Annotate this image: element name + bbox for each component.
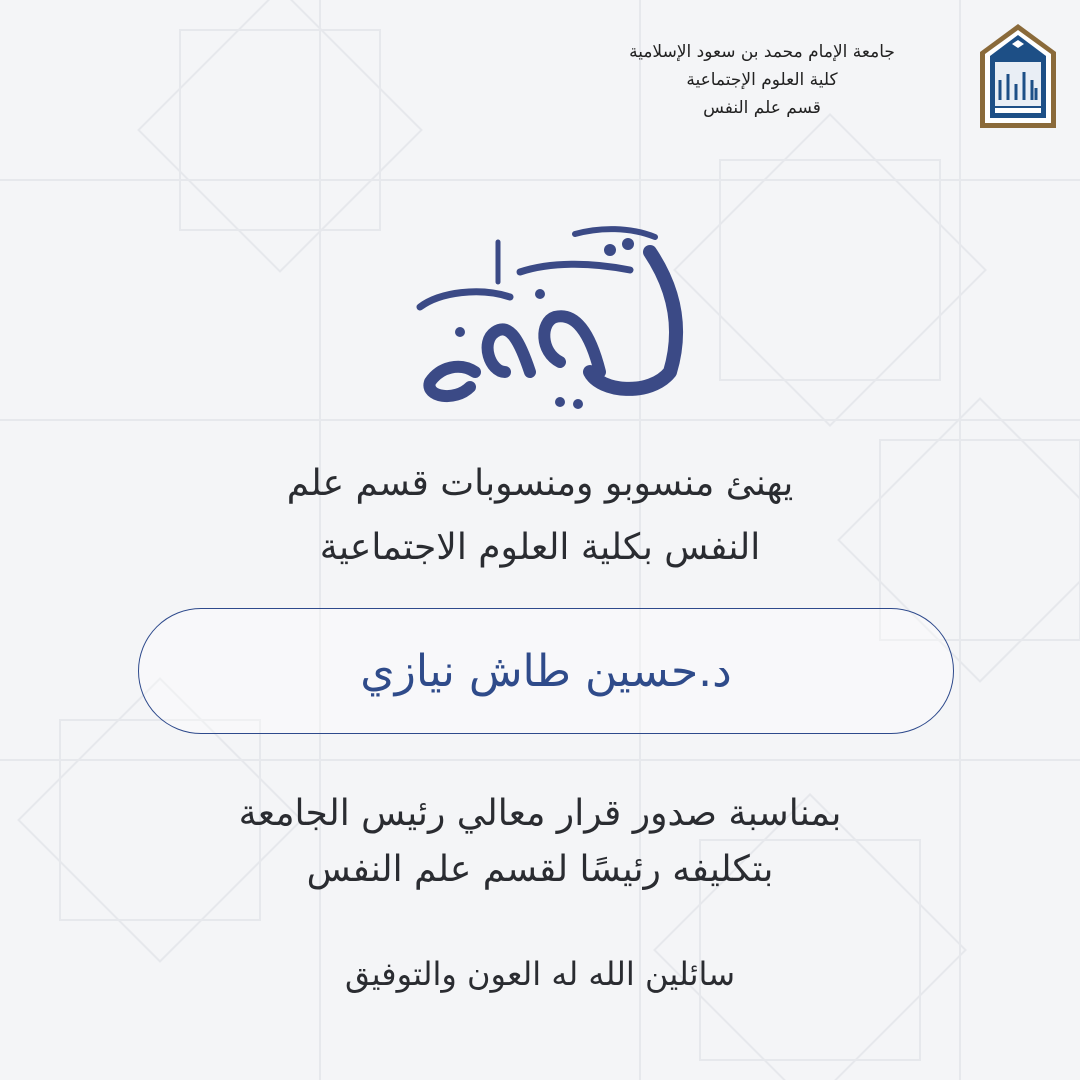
institution-header (562, 38, 962, 122)
honoree-name: د.حسين طاش نيازي (360, 645, 732, 697)
occasion-line-1: بمناسبة صدور قرار معالي رئيس الجامعة (238, 793, 842, 834)
calligraphy-title (400, 222, 700, 412)
university-logo-icon (978, 22, 1058, 130)
closing-text: سائلين الله له العون والتوفيق (344, 955, 736, 993)
intro-line-2: النفس بكلية العلوم الاجتماعية (319, 527, 761, 568)
honoree-name-box (138, 608, 954, 734)
university-name: جامعة الإمام محمد بن سعود الإسلامية (629, 42, 895, 62)
college-name: كلية العلوم الإجتماعية (686, 70, 838, 90)
occasion-line-2: بتكليفه رئيسًا لقسم علم النفس (306, 849, 774, 890)
intro-line-1: يهنئ منسوبو ومنسوبات قسم علم (286, 463, 794, 504)
department-name: قسم علم النفس (703, 98, 821, 118)
intro-text (140, 452, 940, 580)
occasion-text (140, 786, 940, 898)
